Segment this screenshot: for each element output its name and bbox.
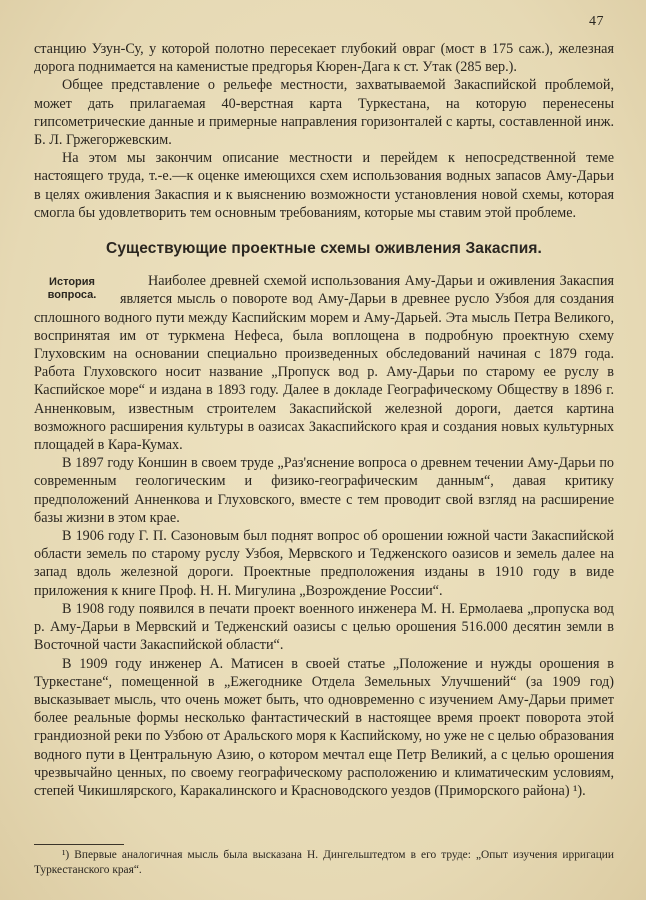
paragraph: В 1897 году Коншин в своем труде „Раз'яснение вопроса о древнем течении Аму-Дарьи по современным геологическим и физико-географическим данным“, давая критику предположений Анненкова и Глуховского, вместе с тем проводит свой взгляд на расширение базы жизни в этом крае. [34, 455, 614, 526]
paragraph: В 1906 году Г. П. Сазоновым был поднят вопрос об орошении южной части Закаспийской области земель по старому руслу Узбоя, Мервского и Тедженского оазисов и земель далее на запад вдоль железной дороги. Проектные предположения изданы в 1910 году в виде приложения к книге Проф. Н. Н. Мигулина „Возрождение России“. [34, 528, 614, 599]
footnote-text: ¹) Впервые аналогичная мысль была высказана Н. Дингельштедтом в его труде: „Опыт изучения ирригации Туркестанского края“. [34, 849, 614, 876]
section-title: Существующие проектные схемы оживления Закаспия. [106, 240, 542, 258]
section-body [34, 272, 614, 800]
paragraph: Наиболее древней схемой использования Аму-Дарьи и оживления Закаспия является мысль о повороте вод Аму-Дарьи в древнее русло Узбоя для создания сплошного водного пути между Каспийским морем и Аму-Дарьей. Эта мысль Петра Великого, воспринятая им от туркмена Нефеса, была воплощена в подробную проектную схему Глуховским на основании специально произведенных обследований начиная с 1879 года. Работа Глуховского носит название „Пропуск вод р. Аму-Дарьи по старому ее руслу в Каспийское море“ и издана в 1893 году. Далее в докладе Географическому Обществу в 1896 г. Анненковым, известным строителем Закаспийской железной дороги, дается картина возможного расширения культуры в оазисах Закаспийского края и создания новых культурных площадей в Кара-Кумах. [34, 273, 614, 454]
paragraph: В 1909 году инженер А. Матисен в своей статье „Положение и нужды орошения в Туркестане“, помещенной в „Ежегоднике Отдела Земельных Улучшений“ (за 1909 год) высказывает мысль, что очень может быть, что одновременно с изучением Аму-Дарьи примет более реальные формы несколько фантастический в настоящее время проект поворота этой грандиозной реки по Узбою от Аральского моря к Каспийскому, но уже не с целью образования водного пути в Центральную Азию, о котором мечтал еще Петр Великий, а с целью орошения чрезвычайно ценных, по своему географическому расположению и климатическим условиям, степей Чикишлярского, Каракалинского и Красноводского уездов (Приморского района) ¹). [34, 655, 614, 799]
margin-note: История вопроса. [47, 276, 97, 302]
document-body [34, 40, 614, 800]
footnote-divider [34, 844, 124, 845]
footnote [34, 848, 614, 878]
paragraph: станцию Узун-Су, у которой полотно пересекает глубокий овраг (мост в 175 саж.), железная дорога поднимается на каменистые предгорья Кюрен-Дага к ст. Утак (285 вер.). [34, 41, 614, 76]
paragraph: На этом мы закончим описание местности и перейдем к непосредственной теме настоящего труда, т.-е.—к оценке имеющихся схем использования водных запасов Аму-Дарьи в целях оживления Закаспия и к выяснению возможности установления новой схемы, которая смогла бы удовлетворить тем основным требованиям, которые мы ставим этой проблеме. [34, 150, 614, 221]
paragraph: В 1908 году появился в печати проект военного инженера М. Н. Ермолаева „пропуска вод р. Аму-Дарьи в Мервский и Тедженский оазисы с целью орошения 516.000 десятин земли в Восточной части Закаспийской области“. [34, 600, 614, 654]
paragraph: Общее представление о рельефе местности, захватываемой Закаспийской проблемой, может дать прилагаемая 40-верстная карта Туркестана, на которую перенесены гипсометрические данные и примерные направления горизонталей с карты, составленной инж. Б. Л. Гржегоржевским. [34, 77, 614, 149]
page-number: 47 [589, 14, 604, 29]
